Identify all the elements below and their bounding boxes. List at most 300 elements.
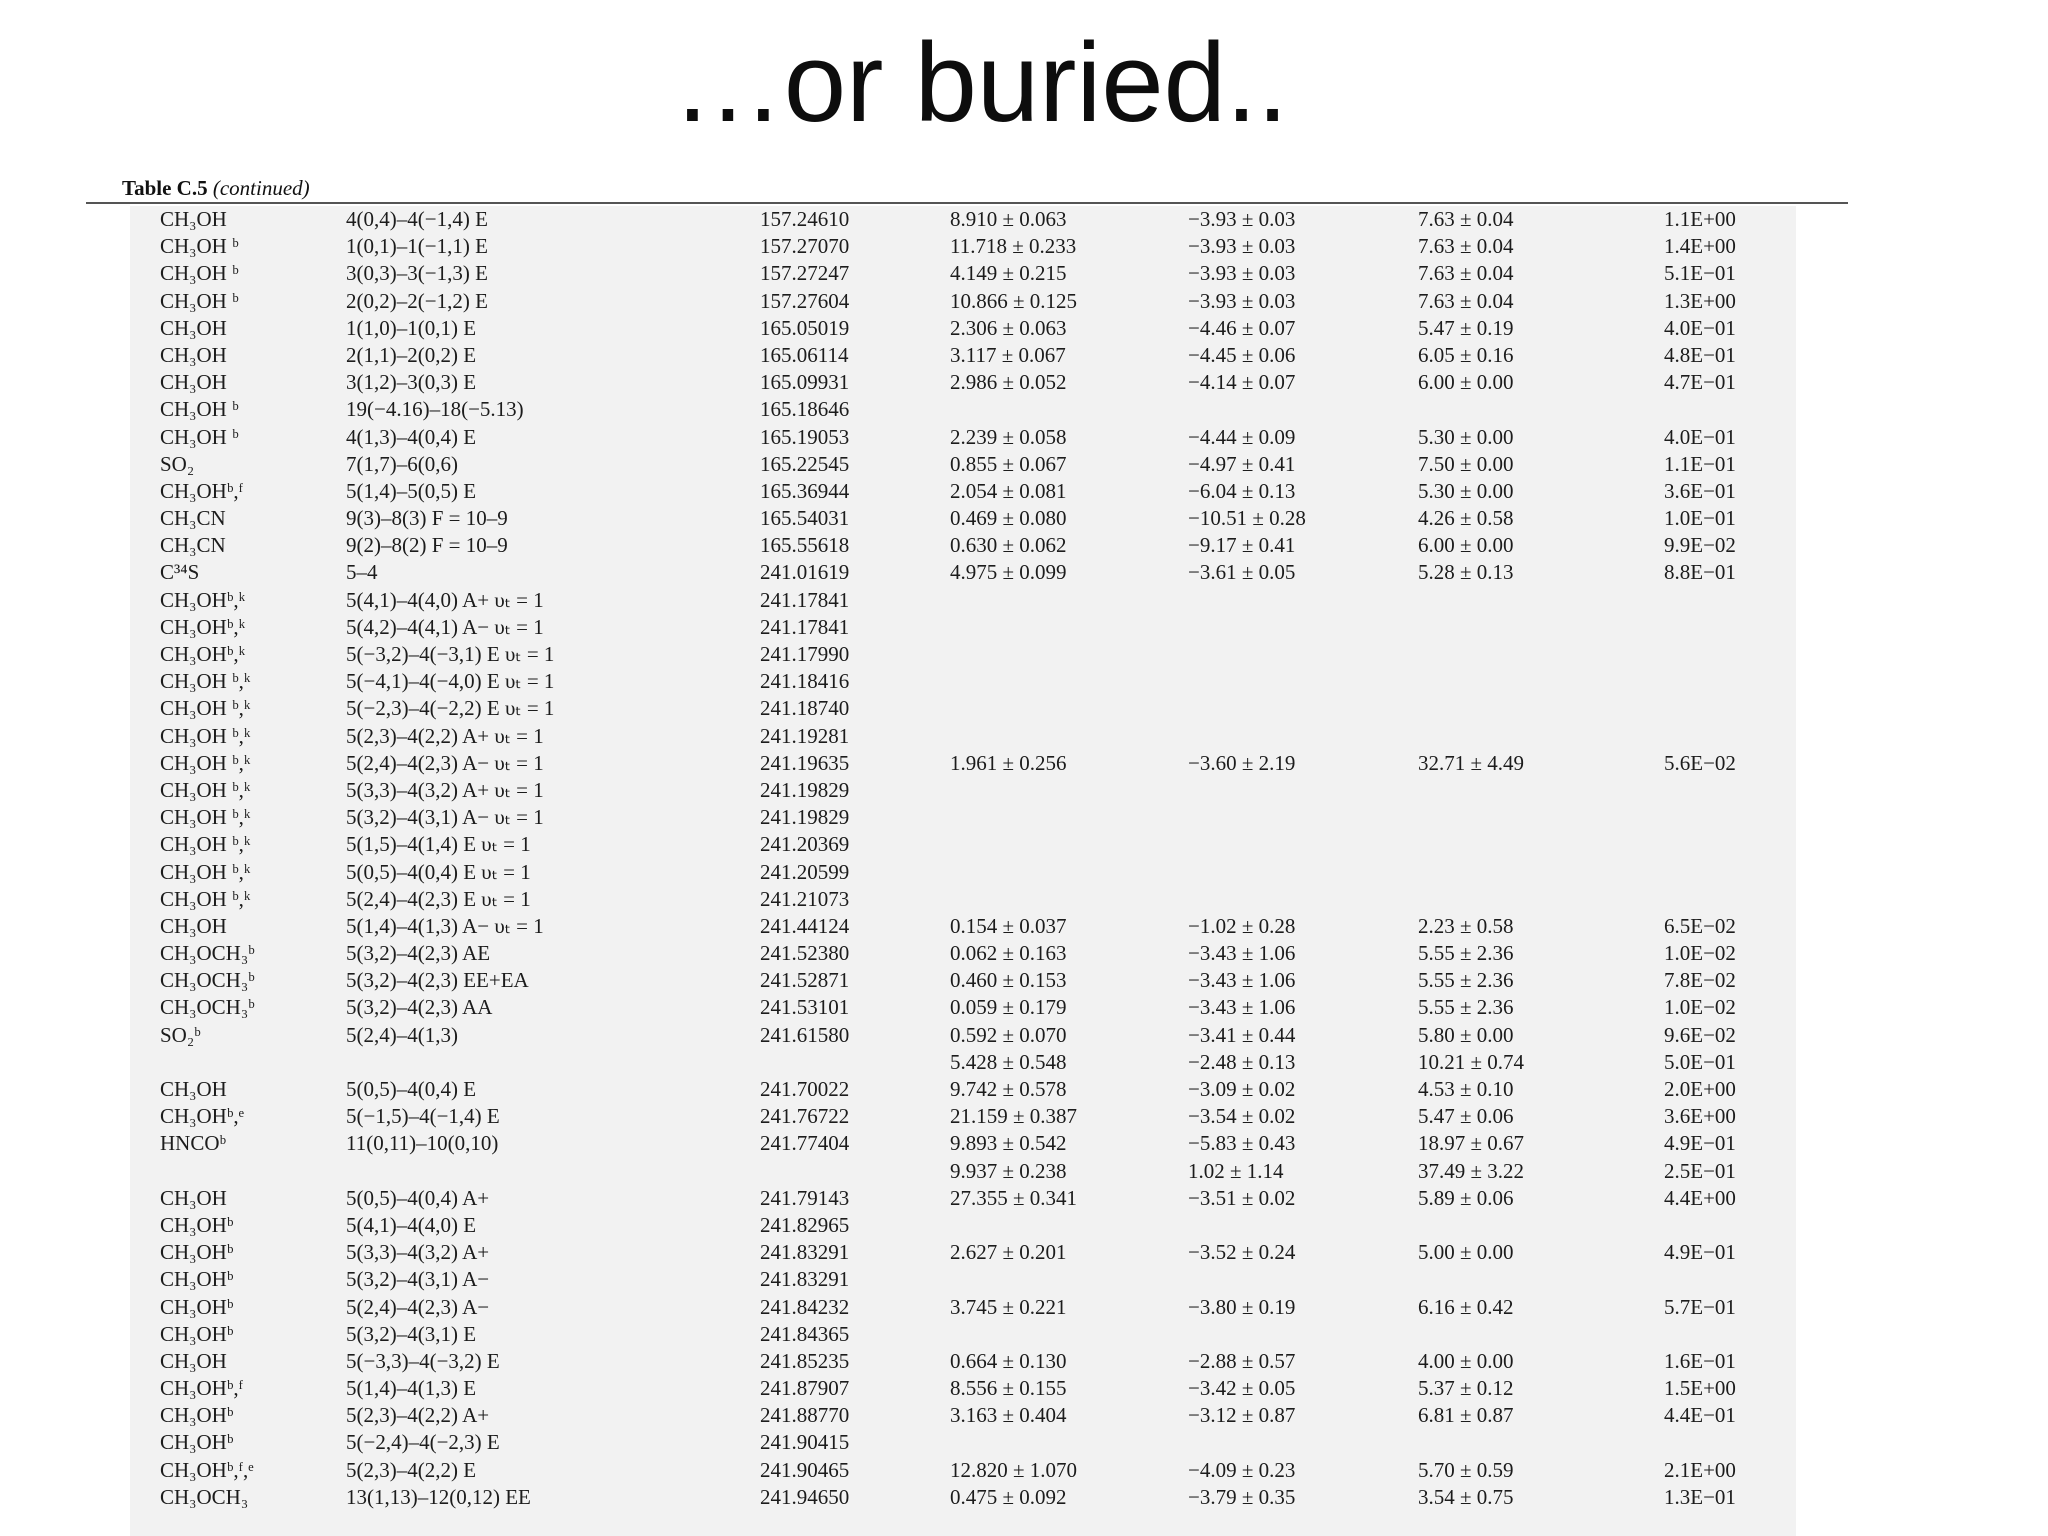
table-row (130, 831, 1796, 858)
table-caption-label: Table C.5 (122, 176, 208, 200)
cell-transition: 5(4,2)–4(4,1) A− υₜ = 1 (346, 614, 544, 639)
table-row (130, 1076, 1796, 1103)
cell-line-width: 7.50 ± 0.00 (1418, 451, 1514, 476)
cell-molecule: CH₃OHᵇ (160, 1267, 234, 1292)
cell-molecule: CH₃OHᵇ (160, 1294, 234, 1319)
cell-integrated-flux: 11.718 ± 0.233 (950, 234, 1077, 259)
cell-molecule: CH₃OHᵇ (160, 1212, 234, 1237)
cell-molecule: CH₃OH ᵇ (160, 288, 239, 313)
cell-velocity: −3.93 ± 0.03 (1188, 288, 1296, 313)
table-row (130, 940, 1796, 967)
table-row (130, 1185, 1796, 1212)
cell-velocity: −3.93 ± 0.03 (1188, 234, 1296, 259)
cell-transition: 5(4,1)–4(4,0) E (346, 1212, 477, 1237)
table-caption-rule (86, 202, 1848, 204)
cell-frequency: 241.87907 (760, 1376, 850, 1401)
table-row (130, 1103, 1796, 1130)
cell-transition: 5(2,4)–4(2,3) E υₜ = 1 (346, 886, 531, 911)
cell-frequency: 241.17841 (760, 587, 850, 612)
cell-frequency: 241.20599 (760, 859, 850, 884)
cell-transition: 13(1,13)–12(0,12) EE (346, 1484, 531, 1509)
cell-molecule: CH₃OHᵇ,ᶠ (160, 1376, 243, 1401)
cell-transition: 5(3,3)–4(3,2) A+ (346, 1240, 490, 1265)
cell-peak-value: 3.6E−01 (1664, 478, 1736, 503)
cell-peak-value: 5.1E−01 (1664, 261, 1736, 286)
table-row (130, 1158, 1796, 1185)
table-row (130, 668, 1796, 695)
cell-peak-value: 1.3E+00 (1664, 288, 1736, 313)
cell-frequency: 241.44124 (760, 913, 850, 938)
cell-integrated-flux: 0.154 ± 0.037 (950, 913, 1067, 938)
cell-molecule: CH₃OH (160, 315, 227, 340)
cell-transition: 5(−2,4)–4(−2,3) E (346, 1430, 500, 1455)
cell-peak-value: 4.4E−01 (1664, 1403, 1736, 1428)
cell-molecule: CH₃OHᵇ,ᵉ (160, 1104, 244, 1129)
table-row (130, 1375, 1796, 1402)
cell-integrated-flux: 0.059 ± 0.179 (950, 995, 1067, 1020)
cell-frequency: 165.36944 (760, 478, 850, 503)
table-row (130, 1484, 1796, 1511)
cell-velocity: −3.80 ± 0.19 (1188, 1294, 1296, 1319)
cell-peak-value: 9.9E−02 (1664, 533, 1736, 558)
cell-line-width: 5.55 ± 2.36 (1418, 968, 1514, 993)
cell-velocity: −3.43 ± 1.06 (1188, 995, 1296, 1020)
table-row (130, 1049, 1796, 1076)
cell-transition: 3(1,2)–3(0,3) E (346, 370, 477, 395)
cell-molecule: CH₃OH (160, 913, 227, 938)
cell-transition: 5(2,3)–4(2,2) A+ υₜ = 1 (346, 723, 544, 748)
cell-transition: 5(3,2)–4(3,1) A− υₜ = 1 (346, 805, 544, 830)
cell-frequency: 241.79143 (760, 1185, 850, 1210)
cell-molecule: C³⁴S (160, 560, 200, 585)
cell-integrated-flux: 21.159 ± 0.387 (950, 1104, 1078, 1129)
cell-peak-value: 4.9E−01 (1664, 1131, 1736, 1156)
table-row (130, 804, 1796, 831)
cell-peak-value: 9.6E−02 (1664, 1022, 1736, 1047)
cell-molecule: CH₃CN (160, 533, 226, 558)
cell-frequency: 165.19053 (760, 424, 850, 449)
table-row (130, 424, 1796, 451)
cell-transition: 5(−4,1)–4(−4,0) E υₜ = 1 (346, 669, 555, 694)
cell-velocity: −10.51 ± 0.28 (1188, 506, 1306, 531)
cell-frequency: 157.24610 (760, 207, 850, 231)
cell-line-width: 6.00 ± 0.00 (1418, 370, 1514, 395)
cell-velocity: −3.43 ± 1.06 (1188, 968, 1296, 993)
cell-frequency: 241.19281 (760, 723, 850, 748)
cell-peak-value: 3.6E+00 (1664, 1104, 1736, 1129)
cell-peak-value: 4.0E−01 (1664, 424, 1736, 449)
cell-line-width: 5.55 ± 2.36 (1418, 941, 1514, 966)
cell-line-width: 10.21 ± 0.74 (1418, 1049, 1525, 1074)
cell-molecule: SO₂ (160, 451, 195, 476)
slide-title: …or buried.. (671, 20, 1289, 145)
cell-integrated-flux: 10.866 ± 0.125 (950, 288, 1078, 313)
cell-transition: 5(3,2)–4(2,3) AE (346, 941, 491, 966)
cell-molecule: CH₃OH ᵇ,ᵏ (160, 777, 251, 802)
cell-transition: 7(1,7)–6(0,6) (346, 451, 458, 476)
table-row (130, 777, 1796, 804)
table-row (130, 206, 1796, 233)
cell-transition: 9(2)–8(2) F = 10–9 (346, 533, 508, 558)
table-row (130, 641, 1796, 668)
table-row (130, 451, 1796, 478)
cell-peak-value: 1.0E−02 (1664, 941, 1736, 966)
cell-velocity: −3.93 ± 0.03 (1188, 207, 1296, 231)
cell-transition: 5(2,4)–4(2,3) A− υₜ = 1 (346, 750, 544, 775)
cell-integrated-flux: 2.054 ± 0.081 (950, 478, 1067, 503)
cell-frequency: 241.19829 (760, 805, 850, 830)
cell-velocity: −3.60 ± 2.19 (1188, 750, 1296, 775)
cell-peak-value: 2.0E+00 (1664, 1077, 1736, 1101)
cell-line-width: 18.97 ± 0.67 (1418, 1131, 1525, 1156)
cell-integrated-flux: 4.975 ± 0.099 (950, 560, 1067, 585)
cell-frequency: 241.76722 (760, 1104, 850, 1129)
cell-transition: 5(2,3)–4(2,2) E (346, 1457, 477, 1482)
cell-frequency: 165.18646 (760, 397, 850, 422)
cell-molecule: CH₃OHᵇ (160, 1240, 234, 1265)
cell-molecule: CH₃OHᵇ (160, 1321, 234, 1346)
cell-frequency: 241.20369 (760, 832, 850, 857)
cell-transition: 5(0,5)–4(0,4) A+ (346, 1185, 490, 1210)
table-caption (122, 176, 310, 201)
cell-frequency: 241.18740 (760, 696, 850, 721)
table-row (130, 1457, 1796, 1484)
table-row (130, 614, 1796, 641)
table-row (130, 478, 1796, 505)
cell-transition: 5(3,2)–4(2,3) AA (346, 995, 493, 1020)
cell-velocity: −4.09 ± 0.23 (1188, 1457, 1296, 1482)
cell-velocity: −9.17 ± 0.41 (1188, 533, 1296, 558)
cell-transition: 2(0,2)–2(−1,2) E (346, 288, 488, 313)
cell-frequency: 241.19635 (760, 750, 850, 775)
cell-velocity: −4.46 ± 0.07 (1188, 315, 1296, 340)
cell-molecule: CH₃OHᵇ,ᵏ (160, 587, 246, 612)
table-row (130, 695, 1796, 722)
cell-transition: 5(2,4)–4(1,3) (346, 1022, 458, 1047)
cell-transition: 4(1,3)–4(0,4) E (346, 424, 477, 449)
cell-molecule: CH₃OCH₃ᵇ (160, 941, 255, 966)
cell-peak-value: 4.7E−01 (1664, 370, 1736, 395)
cell-frequency: 241.94650 (760, 1484, 850, 1509)
cell-velocity: −3.54 ± 0.02 (1188, 1104, 1296, 1129)
cell-transition: 5(−2,3)–4(−2,2) E υₜ = 1 (346, 696, 555, 721)
table-row (130, 1266, 1796, 1293)
cell-transition: 4(0,4)–4(−1,4) E (346, 207, 488, 231)
cell-velocity: −3.09 ± 0.02 (1188, 1077, 1296, 1101)
cell-transition: 1(1,0)–1(0,1) E (346, 315, 477, 340)
cell-transition: 5(3,3)–4(3,2) A+ υₜ = 1 (346, 777, 544, 802)
cell-molecule: CH₃OH ᵇ,ᵏ (160, 696, 251, 721)
cell-transition: 5(0,5)–4(0,4) E υₜ = 1 (346, 859, 531, 884)
cell-velocity: −6.04 ± 0.13 (1188, 478, 1296, 503)
cell-integrated-flux: 9.893 ± 0.542 (950, 1131, 1067, 1156)
cell-molecule: CH₃OH (160, 342, 227, 367)
cell-velocity: −4.14 ± 0.07 (1188, 370, 1296, 395)
cell-peak-value: 7.8E−02 (1664, 968, 1736, 993)
table-row (130, 1294, 1796, 1321)
cell-integrated-flux: 0.664 ± 0.130 (950, 1348, 1067, 1373)
cell-frequency: 241.82965 (760, 1212, 850, 1237)
cell-peak-value: 1.0E−01 (1664, 506, 1736, 531)
table-row (130, 369, 1796, 396)
cell-peak-value: 4.0E−01 (1664, 315, 1736, 340)
cell-frequency: 241.52380 (760, 941, 850, 966)
cell-velocity: −3.41 ± 0.44 (1188, 1022, 1296, 1047)
cell-line-width: 5.30 ± 0.00 (1418, 478, 1514, 503)
cell-line-width: 6.00 ± 0.00 (1418, 533, 1514, 558)
cell-line-width: 6.05 ± 0.16 (1418, 342, 1514, 367)
cell-molecule: CH₃OH ᵇ,ᵏ (160, 669, 251, 694)
cell-peak-value: 5.0E−01 (1664, 1049, 1736, 1074)
cell-velocity: −3.52 ± 0.24 (1188, 1240, 1296, 1265)
cell-velocity: −4.45 ± 0.06 (1188, 342, 1296, 367)
cell-line-width: 32.71 ± 4.49 (1418, 750, 1525, 775)
cell-frequency: 165.06114 (760, 342, 849, 367)
cell-integrated-flux: 0.855 ± 0.067 (950, 451, 1067, 476)
cell-transition: 5(1,4)–4(1,3) E (346, 1376, 477, 1401)
table-row (130, 532, 1796, 559)
cell-frequency: 241.84365 (760, 1321, 850, 1346)
cell-molecule: CH₃OH ᵇ (160, 424, 239, 449)
cell-peak-value: 1.3E−01 (1664, 1484, 1736, 1509)
cell-integrated-flux: 27.355 ± 0.341 (950, 1185, 1078, 1210)
cell-peak-value: 1.6E−01 (1664, 1348, 1736, 1373)
cell-frequency: 241.88770 (760, 1403, 850, 1428)
cell-integrated-flux: 0.062 ± 0.163 (950, 941, 1067, 966)
cell-frequency: 241.90465 (760, 1457, 850, 1482)
table-row (130, 1022, 1796, 1049)
table-row (130, 859, 1796, 886)
cell-molecule: SO₂ᵇ (160, 1022, 201, 1047)
cell-line-width: 7.63 ± 0.04 (1418, 207, 1514, 231)
cell-peak-value: 4.4E+00 (1664, 1185, 1736, 1210)
cell-peak-value: 2.5E−01 (1664, 1158, 1736, 1183)
cell-integrated-flux: 0.460 ± 0.153 (950, 968, 1067, 993)
cell-transition: 5(1,4)–5(0,5) E (346, 478, 477, 503)
data-table (130, 206, 1796, 1536)
cell-peak-value: 4.9E−01 (1664, 1240, 1736, 1265)
cell-frequency: 241.70022 (760, 1077, 850, 1101)
cell-transition: 5(−1,5)–4(−1,4) E (346, 1104, 500, 1129)
cell-line-width: 7.63 ± 0.04 (1418, 288, 1514, 313)
cell-integrated-flux: 2.986 ± 0.052 (950, 370, 1067, 395)
cell-integrated-flux: 0.469 ± 0.080 (950, 506, 1067, 531)
cell-frequency: 157.27247 (760, 261, 850, 286)
table-row (130, 396, 1796, 423)
cell-frequency: 241.90415 (760, 1430, 850, 1455)
table-row (130, 913, 1796, 940)
cell-integrated-flux: 3.117 ± 0.067 (950, 342, 1066, 367)
cell-line-width: 5.89 ± 0.06 (1418, 1185, 1514, 1210)
cell-peak-value: 4.8E−01 (1664, 342, 1736, 367)
table-row (130, 1212, 1796, 1239)
cell-frequency: 165.05019 (760, 315, 850, 340)
cell-transition: 3(0,3)–3(−1,3) E (346, 261, 488, 286)
cell-transition: 19(−4.16)–18(−5.13) (346, 397, 524, 422)
table-row (130, 1402, 1796, 1429)
cell-transition: 5(3,2)–4(2,3) EE+EA (346, 968, 529, 993)
cell-velocity: 1.02 ± 1.14 (1188, 1158, 1284, 1183)
table-row (130, 750, 1796, 777)
cell-frequency: 241.17990 (760, 642, 850, 666)
cell-line-width: 5.70 ± 0.59 (1418, 1457, 1514, 1482)
cell-line-width: 6.81 ± 0.87 (1418, 1403, 1514, 1428)
cell-frequency: 241.83291 (760, 1240, 850, 1265)
table-row (130, 1239, 1796, 1266)
table-row (130, 994, 1796, 1021)
table-row (130, 315, 1796, 342)
cell-transition: 5(3,2)–4(3,1) E (346, 1321, 477, 1346)
cell-transition: 5(−3,3)–4(−3,2) E (346, 1348, 500, 1373)
cell-frequency: 241.21073 (760, 886, 850, 911)
cell-molecule: CH₃OH ᵇ (160, 234, 239, 259)
table-row (130, 1130, 1796, 1157)
cell-peak-value: 6.5E−02 (1664, 913, 1736, 938)
cell-velocity: −2.48 ± 0.13 (1188, 1049, 1296, 1074)
cell-molecule: CH₃OH (160, 370, 227, 395)
cell-line-width: 5.80 ± 0.00 (1418, 1022, 1514, 1047)
cell-frequency: 241.18416 (760, 669, 850, 694)
cell-integrated-flux: 8.910 ± 0.063 (950, 207, 1067, 231)
cell-molecule: CH₃OHᵇ (160, 1430, 234, 1455)
cell-line-width: 5.37 ± 0.12 (1418, 1376, 1514, 1401)
cell-molecule: HNCOᵇ (160, 1131, 227, 1156)
cell-molecule: CH₃OH ᵇ,ᵏ (160, 886, 251, 911)
cell-velocity: −5.83 ± 0.43 (1188, 1131, 1296, 1156)
cell-frequency: 241.17841 (760, 614, 850, 639)
table-row (130, 260, 1796, 287)
cell-line-width: 5.00 ± 0.00 (1418, 1240, 1514, 1265)
table-row (130, 723, 1796, 750)
cell-integrated-flux: 2.627 ± 0.201 (950, 1240, 1067, 1265)
table-row (130, 288, 1796, 315)
cell-frequency: 157.27604 (760, 288, 850, 313)
table-row (130, 1348, 1796, 1375)
cell-molecule: CH₃OH ᵇ,ᵏ (160, 750, 251, 775)
cell-peak-value: 1.4E+00 (1664, 234, 1736, 259)
cell-integrated-flux: 0.630 ± 0.062 (950, 533, 1067, 558)
cell-integrated-flux: 3.745 ± 0.221 (950, 1294, 1067, 1319)
cell-frequency: 157.27070 (760, 234, 850, 259)
cell-peak-value: 1.1E+00 (1664, 207, 1736, 231)
cell-frequency: 241.61580 (760, 1022, 850, 1047)
cell-transition: 2(1,1)–2(0,2) E (346, 342, 477, 367)
cell-transition: 5(2,3)–4(2,2) A+ (346, 1403, 490, 1428)
cell-molecule: CH₃OH ᵇ (160, 261, 239, 286)
cell-frequency: 241.77404 (760, 1131, 850, 1156)
cell-velocity: −3.93 ± 0.03 (1188, 261, 1296, 286)
cell-velocity: −1.02 ± 0.28 (1188, 913, 1296, 938)
cell-transition: 5–4 (346, 560, 378, 585)
cell-molecule: CH₃OHᵇ,ᵏ (160, 642, 246, 666)
cell-line-width: 4.00 ± 0.00 (1418, 1348, 1514, 1373)
cell-molecule: CH₃OCH₃ (160, 1484, 249, 1509)
cell-line-width: 5.47 ± 0.19 (1418, 315, 1514, 340)
cell-peak-value: 5.7E−01 (1664, 1294, 1736, 1319)
cell-transition: 5(−3,2)–4(−3,1) E υₜ = 1 (346, 642, 555, 666)
cell-frequency: 241.53101 (760, 995, 850, 1020)
cell-velocity: −3.61 ± 0.05 (1188, 560, 1296, 585)
cell-molecule: CH₃OH ᵇ (160, 397, 239, 422)
table-row (130, 1429, 1796, 1456)
cell-line-width: 5.47 ± 0.06 (1418, 1104, 1514, 1129)
cell-integrated-flux: 1.961 ± 0.256 (950, 750, 1067, 775)
cell-frequency: 241.52871 (760, 968, 850, 993)
cell-transition: 5(1,5)–4(1,4) E υₜ = 1 (346, 832, 531, 857)
cell-molecule: CH₃OCH₃ᵇ (160, 995, 255, 1020)
cell-line-width: 5.55 ± 2.36 (1418, 995, 1514, 1020)
cell-integrated-flux: 9.937 ± 0.238 (950, 1158, 1067, 1183)
cell-integrated-flux: 12.820 ± 1.070 (950, 1457, 1078, 1482)
cell-molecule: CH₃OHᵇ,ᵏ (160, 614, 246, 639)
cell-molecule: CH₃OH (160, 207, 227, 231)
cell-molecule: CH₃OH ᵇ,ᵏ (160, 723, 251, 748)
cell-frequency: 165.09931 (760, 370, 850, 395)
cell-molecule: CH₃OHᵇ,ᶠ,ᵉ (160, 1457, 254, 1482)
cell-velocity: −3.42 ± 0.05 (1188, 1376, 1296, 1401)
cell-molecule: CH₃OCH₃ᵇ (160, 968, 255, 993)
table-row (130, 1321, 1796, 1348)
table-row (130, 886, 1796, 913)
cell-molecule: CH₃OH (160, 1185, 227, 1210)
cell-molecule: CH₃OH ᵇ,ᵏ (160, 859, 251, 884)
cell-transition: 9(3)–8(3) F = 10–9 (346, 506, 508, 531)
cell-molecule: CH₃OH ᵇ,ᵏ (160, 805, 251, 830)
cell-frequency: 165.55618 (760, 533, 850, 558)
cell-velocity: −4.44 ± 0.09 (1188, 424, 1296, 449)
cell-line-width: 5.30 ± 0.00 (1418, 424, 1514, 449)
table-row (130, 559, 1796, 586)
cell-line-width: 4.53 ± 0.10 (1418, 1077, 1514, 1101)
cell-molecule: CH₃OHᵇ (160, 1403, 234, 1428)
table-row (130, 967, 1796, 994)
cell-integrated-flux: 3.163 ± 0.404 (950, 1403, 1067, 1428)
cell-integrated-flux: 9.742 ± 0.578 (950, 1077, 1067, 1101)
cell-velocity: −3.51 ± 0.02 (1188, 1185, 1296, 1210)
cell-peak-value: 1.1E−01 (1664, 451, 1736, 476)
cell-frequency: 241.84232 (760, 1294, 850, 1319)
cell-frequency: 165.22545 (760, 451, 850, 476)
cell-molecule: CH₃OHᵇ,ᶠ (160, 478, 243, 503)
cell-line-width: 7.63 ± 0.04 (1418, 261, 1514, 286)
cell-molecule: CH₃OH (160, 1077, 227, 1101)
cell-frequency: 165.54031 (760, 506, 850, 531)
cell-integrated-flux: 0.592 ± 0.070 (950, 1022, 1067, 1047)
cell-integrated-flux: 5.428 ± 0.548 (950, 1049, 1067, 1074)
cell-transition: 5(4,1)–4(4,0) A+ υₜ = 1 (346, 587, 544, 612)
cell-peak-value: 2.1E+00 (1664, 1457, 1736, 1482)
table-row (130, 505, 1796, 532)
cell-transition: 5(2,4)–4(2,3) A− (346, 1294, 490, 1319)
cell-transition: 5(1,4)–4(1,3) A− υₜ = 1 (346, 913, 544, 938)
table-row (130, 587, 1796, 614)
cell-line-width: 3.54 ± 0.75 (1418, 1484, 1514, 1509)
cell-line-width: 4.26 ± 0.58 (1418, 506, 1514, 531)
cell-line-width: 37.49 ± 3.22 (1418, 1158, 1525, 1183)
cell-velocity: −3.43 ± 1.06 (1188, 941, 1296, 966)
cell-velocity: −3.79 ± 0.35 (1188, 1484, 1296, 1509)
table-caption-note: (continued) (212, 176, 310, 200)
cell-frequency: 241.19829 (760, 777, 850, 802)
cell-integrated-flux: 0.475 ± 0.092 (950, 1484, 1067, 1509)
cell-peak-value: 5.6E−02 (1664, 750, 1736, 775)
cell-molecule: CH₃CN (160, 506, 226, 531)
cell-line-width: 5.28 ± 0.13 (1418, 560, 1514, 585)
cell-transition: 1(0,1)–1(−1,1) E (346, 234, 488, 259)
cell-integrated-flux: 4.149 ± 0.215 (950, 261, 1067, 286)
cell-peak-value: 1.0E−02 (1664, 995, 1736, 1020)
cell-molecule: CH₃OH (160, 1348, 227, 1373)
